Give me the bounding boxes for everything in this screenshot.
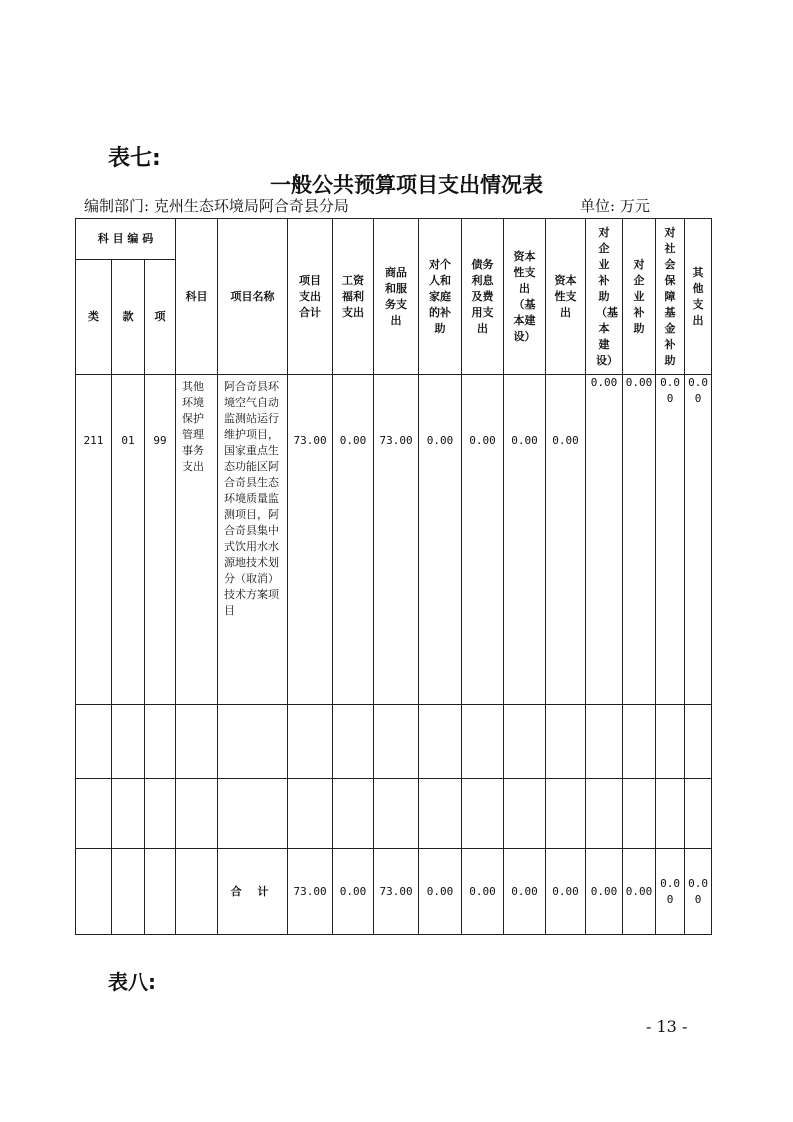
project-name-header: 项目名称 — [218, 219, 288, 375]
enterprise-basic-cell: 0.00 — [586, 375, 623, 705]
code-group-header: 科 目 编 码 — [76, 219, 176, 260]
document-title: 一般公共预算项目支出情况表 — [270, 173, 543, 197]
lei-cell: 211 — [76, 375, 112, 705]
wage-header: 工资福利支出 — [333, 219, 374, 375]
department-label: 编制部门: 克州生态环境局阿合奇县分局 — [84, 197, 349, 215]
total-sum-cell: 73.00 — [288, 849, 333, 935]
enterprise-header: 对企业补助 — [623, 219, 656, 375]
capital-basic-cell: 0.00 — [504, 375, 546, 705]
total-goods-cell: 73.00 — [374, 849, 419, 935]
total-row — [76, 849, 712, 935]
goods-cell: 73.00 — [374, 375, 419, 705]
budget-table — [75, 218, 712, 935]
project-name-cell: 阿合奇县环境空气自动监测站运行维护项目，国家重点生态功能区阿合奇县生态环境质量监测项目，阿合奇县集中式饮用水水源地技术划分（取消）技术方案项目 — [218, 375, 288, 705]
capital-header: 资本性支出 — [546, 219, 586, 375]
personal-header: 对个人和家庭的补助 — [419, 219, 462, 375]
xiang-header: 项 — [145, 260, 176, 375]
other-cell: 0.00 — [685, 375, 712, 705]
other-header: 其他支出 — [685, 219, 712, 375]
debt-header: 债务利息及费用支出 — [462, 219, 504, 375]
social-header: 对社会保障基金补助 — [656, 219, 685, 375]
capital-cell: 0.00 — [546, 375, 586, 705]
total-cell: 73.00 — [288, 375, 333, 705]
xiang-cell: 99 — [145, 375, 176, 705]
table-number-label: 表七: — [108, 146, 161, 171]
page-number: - 13 - — [646, 1017, 688, 1036]
enterprise-cell: 0.00 — [623, 375, 656, 705]
header-row-1 — [76, 219, 712, 260]
total-header: 项目支出合计 — [288, 219, 333, 375]
empty-row — [76, 779, 712, 849]
total-other-cell: 0.00 — [685, 849, 712, 935]
debt-cell: 0.00 — [462, 375, 504, 705]
total-enterprise-cell: 0.00 — [623, 849, 656, 935]
total-wage-cell: 0.00 — [333, 849, 374, 935]
unit-label: 单位: 万元 — [580, 197, 650, 215]
total-debt-cell: 0.00 — [462, 849, 504, 935]
total-social-cell: 0.00 — [656, 849, 685, 935]
enterprise-basic-header: 对企业补助（基本建设） — [586, 219, 623, 375]
next-table-label: 表八: — [108, 970, 156, 994]
goods-header: 商品和服务支出 — [374, 219, 419, 375]
kuan-header: 款 — [112, 260, 145, 375]
total-capital-basic-cell: 0.00 — [504, 849, 546, 935]
subject-header: 科目 — [176, 219, 218, 375]
total-capital-cell: 0.00 — [546, 849, 586, 935]
wage-cell: 0.00 — [333, 375, 374, 705]
total-enterprise-basic-cell: 0.00 — [586, 849, 623, 935]
table-row — [76, 375, 712, 705]
kuan-cell: 01 — [112, 375, 145, 705]
total-personal-cell: 0.00 — [419, 849, 462, 935]
subject-cell: 其他环境保护管理事务支出 — [176, 375, 218, 705]
total-label: 合 计 — [218, 849, 288, 935]
personal-cell: 0.00 — [419, 375, 462, 705]
capital-basic-header: 资本性支出（基本建设） — [504, 219, 546, 375]
social-cell: 0.00 — [656, 375, 685, 705]
empty-row — [76, 705, 712, 779]
lei-header: 类 — [76, 260, 112, 375]
